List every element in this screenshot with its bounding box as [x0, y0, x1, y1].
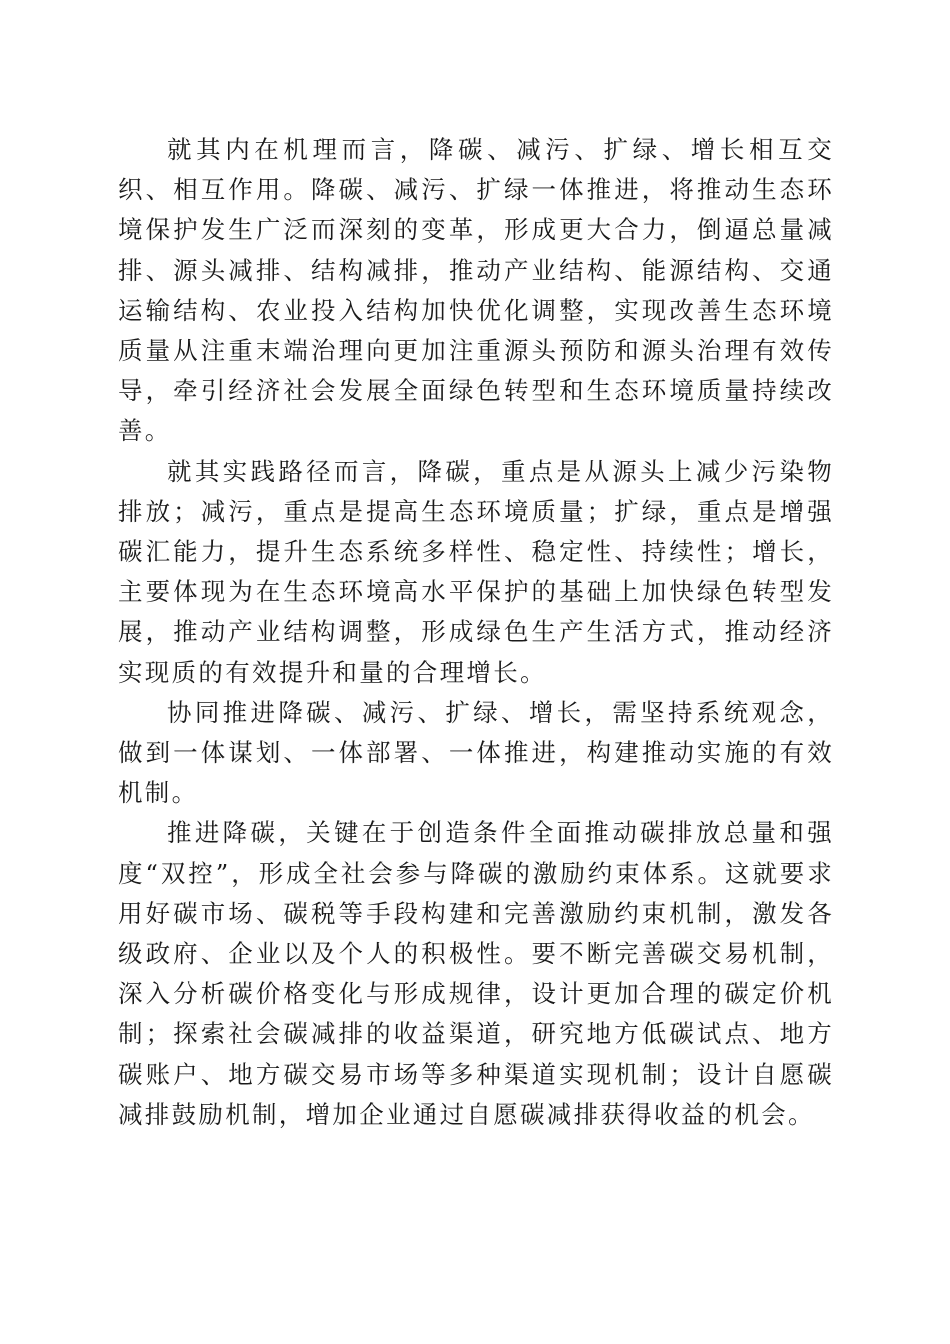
- paragraph-coordination: 协同推进降碳、减污、扩绿、增长，需坚持系统观念，做到一体谋划、一体部署、一体推进，构建推动实施的有效机制。: [118, 697, 834, 808]
- paragraph-practice-path: 就其实践路径而言，降碳，重点是从源头上减少污染物排放；减污，重点是提高生态环境质量；扩绿，重点是增强碳汇能力，提升生态系统多样性、稳定性、持续性；增长，主要体现为在生态环境高水平保护的基础上加快绿色转型发展，推动产业结构调整，形成绿色生产生活方式，推动经济实现质的有效提升和量的合理增长。: [118, 456, 834, 687]
- paragraph-mechanism: 就其内在机理而言，降碳、减污、扩绿、增长相互交织、相互作用。降碳、减污、扩绿一体推进，将推动生态环境保护发生广泛而深刻的变革，形成更大合力，倒逼总量减排、源头减排、结构减排，推动产业结构、能源结构、交通运输结构、农业投入结构加快优化调整，实现改善生态环境质量从注重末端治理向更加注重源头预防和源头治理有效传导，牵引经济社会发展全面绿色转型和生态环境质量持续改善。: [118, 135, 834, 446]
- document-body: [118, 130, 834, 1135]
- paragraph-carbon-reduction: 推进降碳，关键在于创造条件全面推动碳排放总量和强度“双控”，形成全社会参与降碳的激励约束体系。这就要求用好碳市场、碳税等手段构建和完善激励约束机制，激发各级政府、企业以及个人的积极性。要不断完善碳交易机制，深入分析碳价格变化与形成规律，设计更加合理的碳定价机制；探索社会碳减排的收益渠道，研究地方低碳试点、地方碳账户、地方碳交易市场等多种渠道实现机制；设计自愿碳减排鼓励机制，增加企业通过自愿碳减排获得收益的机会。: [118, 818, 834, 1129]
